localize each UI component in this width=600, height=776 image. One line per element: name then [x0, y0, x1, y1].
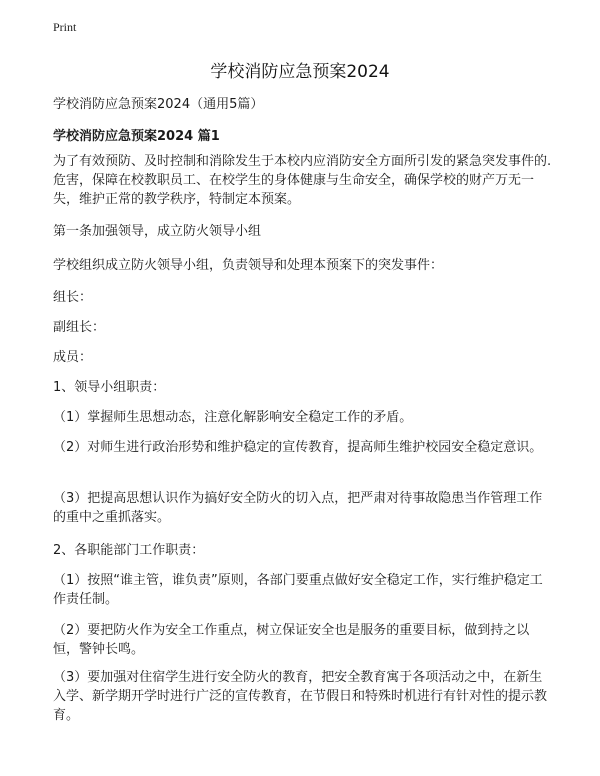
paragraph-deputy-leader: 副组长： [53, 320, 106, 335]
document-title: 学校消防应急预案2024 [210, 62, 390, 82]
paragraph-duty-2: （2）对师生进行政治形势和维护稳定的宣传教育，提高师生维护校园安全稳定意识。 [53, 440, 543, 455]
paragraph-dept-duty-3: （3）要加强对住宿学生进行安全防火的教育，把安全教育寓于各项活动之中，在新生入学、新学期开学时进行广泛的宣传教育，在节假日和特殊时机进行有针对性的提示教育。 [53, 670, 548, 723]
paragraph-duty-3: （3）把提高思想认识作为搞好安全防火的切入点，把严肃对待事故隐患当作管理工作的重中之重抓落实。 [53, 491, 543, 525]
paragraph-members: 成员： [53, 350, 93, 365]
paragraph-duty-1: （1）掌握师生思想动态，注意化解影响安全稳定工作的矛盾。 [53, 410, 413, 425]
paragraph-dept-duty-2: （2）要把防火作为安全工作重点，树立保证安全也是服务的重要目标，做到持之以恒，警钟长鸣。 [53, 623, 530, 657]
paragraph-department-duties-heading: 2、各职能部门工作职责： [53, 543, 205, 558]
paragraph-group-leader: 组长： [53, 290, 93, 305]
document-subtitle: 学校消防应急预案2024（通用5篇） [53, 97, 264, 112]
section-heading: 学校消防应急预案2024 篇1 [53, 129, 220, 144]
paragraph-dept-duty-1: （1）按照“谁主管，谁负责”原则，各部门要重点做好安全稳定工作，实行维护稳定工作责任制。 [53, 573, 543, 607]
paragraph-group-duties-heading: 1、领导小组职责： [53, 380, 166, 395]
paragraph-article-one: 第一条加强领导，成立防火领导小组 [53, 224, 262, 239]
print-label[interactable]: Print [53, 20, 77, 34]
paragraph-intro: 为了有效预防、及时控制和消除发生于本校内应消防安全方面所引发的紧急突发事件的.危害，保障在校教职员工、在校学生的身体健康与生命安全，确保学校的财产万无一失，维护正常的教学秩序，特制定本预案。 [53, 154, 552, 207]
paragraph-leadership-group: 学校组织成立防火领导小组，负责领导和处理本预案下的突发事件： [53, 258, 444, 273]
